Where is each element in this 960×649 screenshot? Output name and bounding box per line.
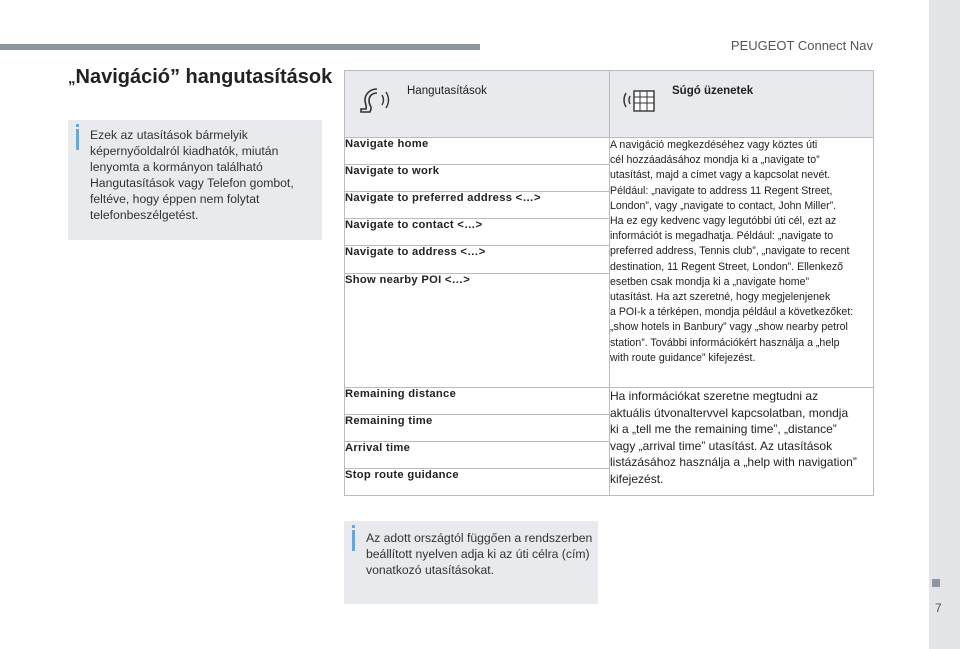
command-cell: Arrival time	[345, 442, 610, 469]
running-header: PEUGEOT Connect Nav	[730, 38, 873, 53]
right-margin-strip	[929, 0, 960, 649]
command-cell: Navigate to address <…>	[345, 246, 610, 274]
info-icon	[76, 129, 79, 150]
command-cell: Navigate home	[345, 138, 610, 165]
top-rule	[0, 44, 480, 50]
voice-commands-table	[344, 70, 874, 496]
info-icon	[352, 530, 355, 551]
help-cell-route-info	[610, 388, 874, 496]
header-help-cell	[610, 71, 874, 138]
header-commands-cell	[345, 71, 610, 138]
info-box-bottom	[344, 521, 598, 604]
header-commands-label: Hangutasítások	[407, 85, 487, 97]
info-box-top-text: Ezek az utasítások bármelyik képernyőoldalról kiadhatók, miután lenyomta a kormányon található Hangutasítások vagy Telefon gombot, feltéve, hogy éppen nem folytat telefonbeszélgetést.	[90, 128, 294, 222]
header-help-label: Súgó üzenetek	[672, 85, 754, 97]
page-title	[68, 66, 332, 89]
command-cell: Show nearby POI <…>	[345, 274, 610, 388]
page-marker	[932, 579, 940, 587]
command-cell: Stop route guidance	[345, 469, 610, 496]
page-number: 7	[935, 601, 942, 615]
info-box-bottom-text: Az adott országtól függően a rendszerben beállított nyelven adja ki az úti célra (cím) vonatkozó utasításokat.	[366, 531, 593, 577]
command-cell: Remaining distance	[345, 388, 610, 415]
voice-command-icon	[355, 83, 393, 117]
command-cell: Remaining time	[345, 415, 610, 442]
info-box-top	[68, 120, 322, 240]
title-text: Navigáció” hangutasítások	[75, 66, 333, 88]
help-text-navigation: A navigáció megkezdéséhez vagy köztes úti cél hozzáadásához mondja ki a „navigate to” utasítást, majd a címet vagy a kapcsolat nevét. Például: „navigate to address 11 Regent Street, London”, vagy „navigate to contact, John Miller”. Ha ez egy kedvenc vagy legutóbbi úti cél, ezt az információt is megadhatja. Például: „navigate to preferred address, Tennis club”, „navigate to recent destination, 11 Regent Street, London”. Ellenkező esetben csak mondja ki a „navigate home” utasítást. Ha azt szeretné, hogy megjelenjenek a POI-k a térképen, mondja például a következőket: „show hotels in Banbury” vagy „show nearby petrol station”. További információkért használja a „help with route guidance” kifejezést.	[610, 139, 854, 364]
command-cell: Navigate to preferred address <…>	[345, 192, 610, 219]
title-quote: „	[68, 70, 76, 87]
help-cell-navigation	[610, 138, 874, 388]
help-text-route-info: Ha információkat szeretne megtudni az aktuális útvonaltervvel kapcsolatban, mondja ki a „tell me the remaining time”, „distance” vagy „arrival time” utasítást. Az utasítások listázásához használja a „help with navigation” kifejezést.	[610, 389, 857, 486]
command-cell: Navigate to contact <…>	[345, 219, 610, 246]
command-cell: Navigate to work	[345, 165, 610, 192]
voice-help-icon	[620, 83, 658, 117]
